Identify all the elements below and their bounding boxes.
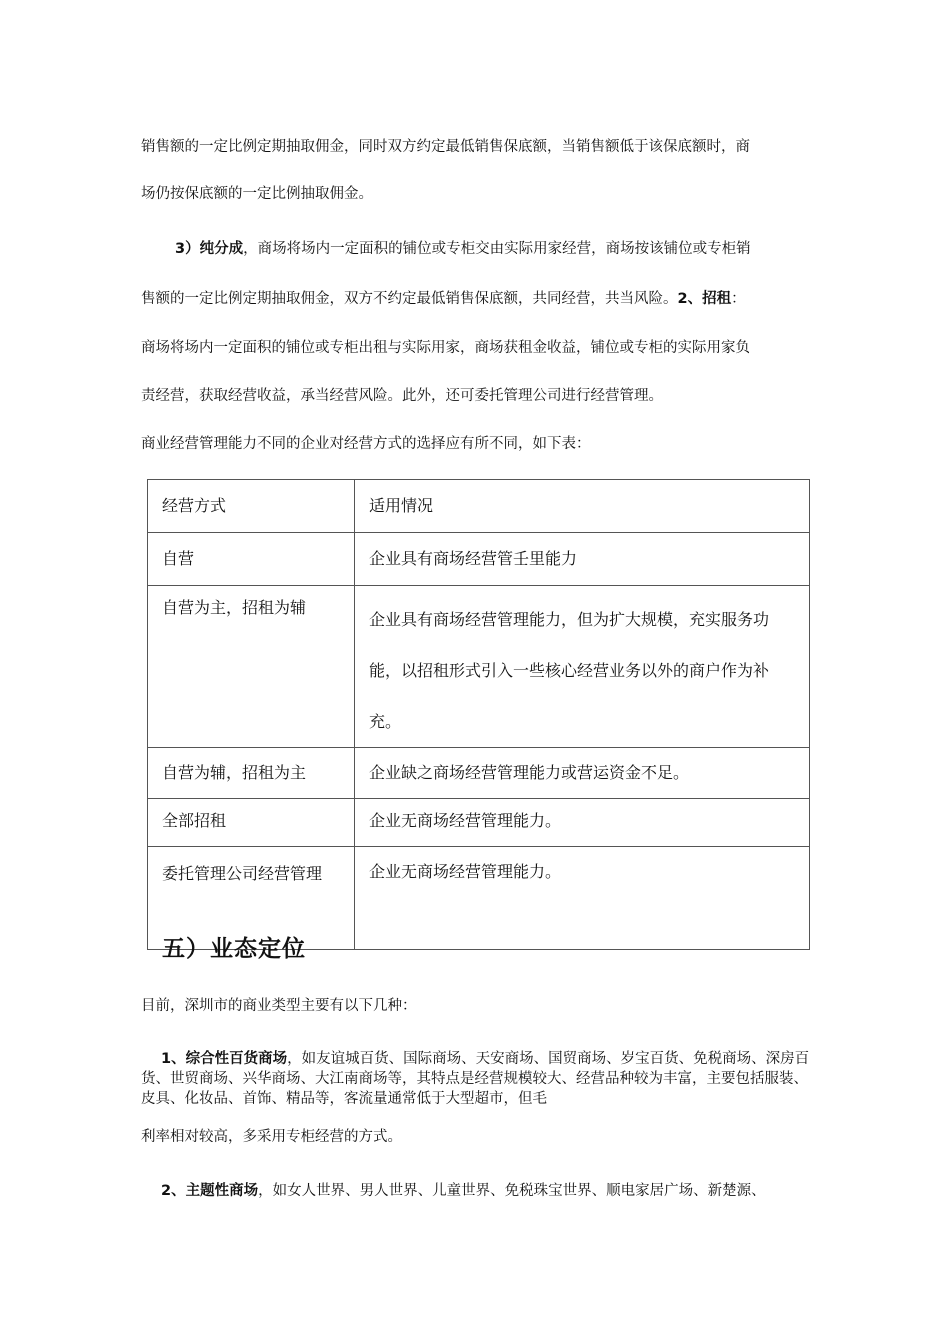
bold-term: 2、主题性商场 xyxy=(161,1183,259,1199)
business-mode-table xyxy=(147,479,810,950)
paragraph-line: 目前，深圳市的商业类型主要有以下几种： xyxy=(141,998,417,1014)
table-cell: 自营为主，招租为辅 xyxy=(148,586,355,748)
table-row xyxy=(148,586,810,748)
list-item xyxy=(141,1049,821,1109)
bold-term: 1、综合性百货商场 xyxy=(161,1051,288,1067)
table-cell: 企业具有商场经营管壬里能力 xyxy=(355,533,810,586)
paragraph-line: 销售额的一定比例定期抽取佣金，同时双方约定最低销售保底额，当销售额低于该保底额时，商 xyxy=(141,139,750,155)
paragraph-text: ，如友谊城百货、国际商场、天安商场、国贸商场、岁宝百货、免税商场、深房百货、世贸商场、兴华商场、大江南商场等，其特点是经营规模较大、经营品种较为丰富，主要包括服装、皮具、化妆品、首饰、精品等，客流量通常低于大型超市，但毛 xyxy=(141,1051,810,1107)
list-item xyxy=(161,1181,766,1201)
table-row xyxy=(148,748,810,799)
table-cell: 全部招租 xyxy=(148,799,355,847)
paragraph-text: ，如女人世界、男人世界、儿童世界、免税珠宝世界、顺电家居广场、新楚源、 xyxy=(258,1183,766,1199)
paragraph-line: 场仍按保底额的一定比例抽取佣金。 xyxy=(141,186,373,202)
table-cell: 企业具有商场经营管理能力，但为扩大规模，充实服务功能，以招租形式引入一些核心经营业务以外的商户作为补充。 xyxy=(355,586,810,748)
table-cell: 委托管理公司经营管理 xyxy=(148,847,355,950)
paragraph-line: 商业经营管理能力不同的企业对经营方式的选择应有所不同，如下表： xyxy=(141,436,591,452)
table-cell: 企业缺之商场经营管理能力或营运资金不足。 xyxy=(355,748,810,799)
section-heading: 五）业态定位 xyxy=(162,936,306,962)
table-header-cell: 适用情况 xyxy=(355,480,810,533)
table-row xyxy=(148,533,810,586)
paragraph-line: 利率相对较高，多采用专柜经营的方式。 xyxy=(141,1129,402,1145)
table-cell: 自营为辅，招租为主 xyxy=(148,748,355,799)
table-cell: 企业无商场经营管理能力。 xyxy=(355,847,810,950)
paragraph-text: ，商场将场内一定面积的铺位或专柜交由实际用家经营，商场按该铺位或专柜销 xyxy=(243,241,751,257)
paragraph-line xyxy=(175,239,751,259)
table-cell: 企业无商场经营管理能力。 xyxy=(355,799,810,847)
table-row xyxy=(148,799,810,847)
table-cell: 自营 xyxy=(148,533,355,586)
paragraph-line xyxy=(141,289,746,309)
paragraph-line: 责经营，获取经营收益，承当经营风险。此外，还可委托管理公司进行经营管理。 xyxy=(141,388,663,404)
paragraph-line: 商场将场内一定面积的铺位或专柜出租与实际用家，商场获租金收益，铺位或专柜的实际用家负 xyxy=(141,340,750,356)
table-header-cell: 经营方式 xyxy=(148,480,355,533)
paragraph-text: 售额的一定比例定期抽取佣金，双方不约定最低销售保底额，共同经营，共当风险。 xyxy=(141,291,678,307)
bold-term: 2、招租 xyxy=(677,291,732,307)
table-header-row xyxy=(148,480,810,533)
paragraph-text: ： xyxy=(731,291,746,307)
bold-term: 3）纯分成 xyxy=(175,241,244,257)
